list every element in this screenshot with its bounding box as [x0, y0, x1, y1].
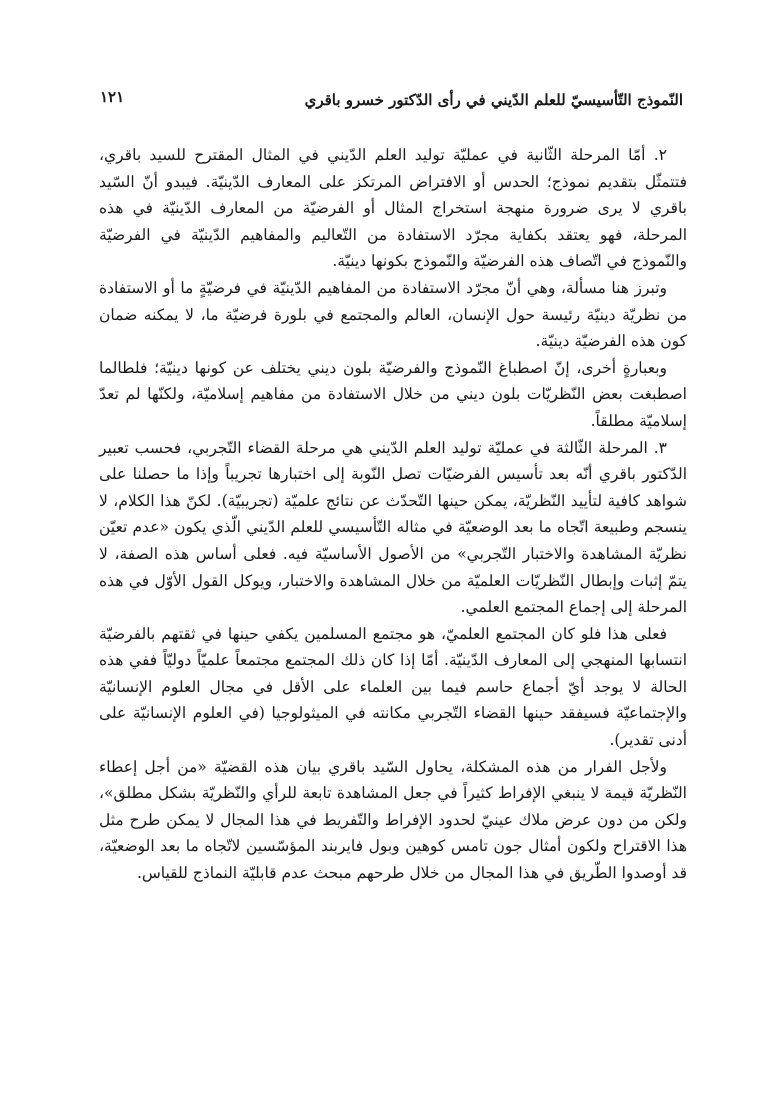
paragraph-stage-three: ٣. المرحلة الثّالثة في عمليّة توليد العلم الدّيني هي مرحلة القضاء التّجربي، فحسب تعبير الدّكتور باقري أنّه بعد تأسيس الفرضيّات تصل النّوبة إلى اختبارها تجريباً وإذا ما حصلنا على شواهد كافية لتأييد النّظريّة، يمكن حينها التّحدّث عن نتائج علميّة (تجريبيّة). لكنّ هذا الكلام، لا ينسجم وطبيعة اتّجاه ما بعد الوضعيّة في مثاله التّأسيسي للعلم الدّيني الّذي يكون «عدم تعيّن نظريّة المشاهدة والاختبار التّجربي» من الأصول الأساسيّة فيه. فعلى أساس هذه الصفة، لا يتمّ إثبات وإبطال النّظريّات العلميّة من خلال المشاهدة والاختبار، ويوكل القول الأوّل في هذه المرحلة إلى إجماع المجتمع العلمي. — [99, 438, 687, 617]
paragraph-issue: وتبرز هنا مسألة، وهي أنّ مجرّد الاستفادة من المفاهيم الدّينيّة في فرضيّةٍ ما أو الاستفادة من نظريّة دينيّة رئيسة حول الإنسان، العالم والمجتمع في بلورة فرضيّة ما، لا يمكنه ضمان كون هذه الفرضيّة دينيّة. — [99, 278, 687, 351]
running-header — [100, 88, 683, 112]
running-header-title: النّموذج التّأسيسيّ للعلم الدّيني في رأى الدّكتور خسرو باقري — [304, 91, 683, 109]
paragraph-escape-problem: ولأجل الفرار من هذه المشكلة، يحاول السّيد باقري بيان هذه القضيّة «من أجل إعطاء النّظريّة قيمة لا ينبغي الإفراط كثيراً في جعل المشاهدة تابعة للرأي والنّظريّة بشكل مطلق»، ولكن من دون عرض ملاك عينيّ لحدود الإفراط والتّفريط في هذا المجال لا يمكن طرح مثل هذا الاقتراح ولكون أمثال جون تامس كوهين وبول فايربند المؤسّسين لاتّجاه ما بعد الوضعيّة، قد أوصدوا الطّريق في هذا المجال من خلال طرحهم مبحث عدم قابليّة النماذج للقياس. — [99, 757, 687, 883]
page-number: ١٢١ — [100, 88, 125, 106]
paragraph-in-other-words: وبعبارةٍ أخرى، إنّ اصطباغ النّموذج والفرضيّة بلون ديني يختلف عن كونها دينيّة؛ فلطالما اصطبغت بعض النّظريّات بلون ديني من خلال الاستفادة من مفاهيم إسلاميّة، ولكنّها لم تعدّ إسلاميّة مطلقاً. — [99, 358, 687, 430]
paragraph-stage-two: ٢. أمّا المرحلة الثّانية في عمليّة توليد العلم الدّيني في المثال المقترح للسيد باقري، فتتمثّل بتقديم نموذج؛ الحدس أو الافتراض المرتكز على المعارف الدّينيّة. فيبدو أنّ السّيد باقري لا يرى ضرورة منهجة استخراج المثال أو الفرضيّة من المعارف الدّينيّة في هذه المرحلة، فهو يعتقد بكفاية مجرّد الاستفادة من التّعاليم والمفاهيم الدّينيّة في الفرضيّة والنّموذج في اتّصاف هذه الفرضيّة والنّموذج بكونها دينيّة. — [99, 146, 687, 271]
paragraph-scientific-community: فعلى هذا فلو كان المجتمع العلميّ، هو مجتمع المسلمين يكفي حينها في ثقتهم بالفرضيّة انتسابها المنهجي إلى المعارف الدّينيّة. أمّا إذا كان ذلك المجتمع مجتمعاً علميّاً دوليّاً ففي هذه الحالة لا يوجد أيّ أجماع حاسم فيما بين العلماء على الأقل في مجال العلوم الإنسانيّة والإجتماعيّة فسيفقد حينها القضاء التّجربي مكانته في الميثولوجيا (في العلوم الإنسانيّة على أدنى تقدير). — [99, 624, 687, 750]
body-text — [99, 142, 687, 887]
